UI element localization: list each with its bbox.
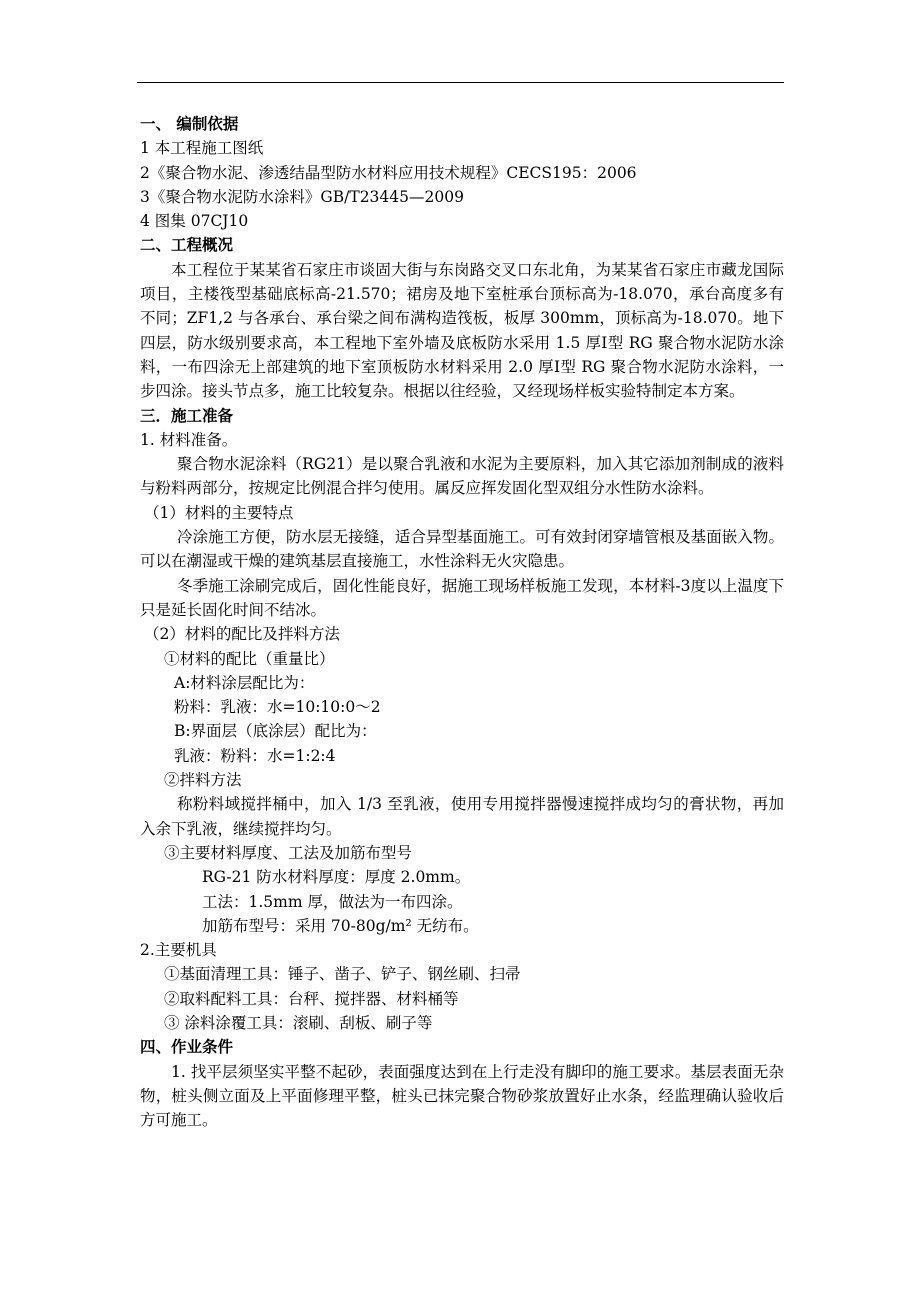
tools-item-1: ①基面清理工具：锤子、凿子、铲子、钢丝刷、扫帚 xyxy=(164,965,521,984)
thickness-heading: ③主要材料厚度、工法及加筋布型号 xyxy=(164,843,413,862)
project-overview-paragraph: 本工程位于某某省石家庄市谈固大街与东岗路交叉口东北角，为某某省石家庄市藏龙国际项目，主楼筏型基础底标高-21.570；裙房及地下室桩承台顶标高为-18.070，承台高度多有不同；ZF1,2 与各承台、承台梁之间布满构造筏板，板厚 300mm，顶标高为-18.070。地下四层，防水级别要求高，本工程地下室外墙及底板防水采用 1.5 厚Ⅰ型 RG 聚合物水泥防水涂料，一布四涂无上部建筑的地下室顶板防水材料采用 2.0 厚Ⅰ型 RG 聚合物水泥防水涂料，一步四涂。接头节点多，施工比较复杂。根据以往经验，又经现场样板实验特制定本方案。 xyxy=(140,260,784,401)
work-conditions-paragraph: 1. 找平层须坚实平整不起砂，表面强度达到在上行走没有脚印的施工要求。基层表面无杂物，桩头侧立面及上平面修理平整，桩头已抹完聚合物砂浆放置好止水条，经监理确认验收后方可施工。 xyxy=(140,1062,784,1130)
tools-heading: 2.主要机具 xyxy=(140,941,217,960)
thickness-line-3: 加筋布型号：采用 70-80g/m² 无纺布。 xyxy=(202,916,479,935)
section-3-title: 三．施工准备 xyxy=(140,405,234,425)
section-2-title: 二、工程概况 xyxy=(140,235,234,255)
document-body xyxy=(140,112,784,1132)
material-description-paragraph: 聚合物水泥涂料（RG21）是以聚合乳液和水泥为主要原料，加入其它添加剂制成的液料与粉料两部分，按规定比例混合拌匀使用。属反应挥发固化型双组分水性防水涂料。 xyxy=(140,455,784,498)
ratio-a-value: 粉料：乳液：水=10:10:0～2 xyxy=(174,698,381,717)
section-1-title: 一、 编制依据 xyxy=(140,114,239,133)
tools-item-2: ②取料配料工具：台秤、搅拌器、材料桶等 xyxy=(164,989,459,1008)
stirring-paragraph: 称粉料域搅拌桶中，加入 1/3 至乳液，使用专用搅拌器慢速搅拌成均匀的膏状物，再加入余下乳液，继续搅拌均匀。 xyxy=(140,795,784,838)
features-paragraph-2: 冬季施工涂刷完成后，固化性能良好，据施工现场样板施工发现，本材料-3度以上温度下只是延长固化时间不结冰。 xyxy=(140,576,784,619)
mix-heading: （2）材料的配比及拌料方法 xyxy=(144,625,340,644)
thickness-line-1: RG-21 防水材料厚度：厚度 2.0mm。 xyxy=(202,868,471,887)
basis-item-2: 2《聚合物水泥、渗透结晶型防水材料应用技术规程》CECS195：2006 xyxy=(140,163,637,182)
stirring-heading: ②拌料方法 xyxy=(164,771,242,790)
features-heading: （1）材料的主要特点 xyxy=(144,503,294,522)
ratio-b-value: 乳液：粉料：水=1:2:4 xyxy=(174,746,336,765)
tools-item-3: ③ 涂料涂覆工具：滚刷、刮板、刷子等 xyxy=(164,1013,433,1032)
material-prep-heading: 1. 材料准备。 xyxy=(140,430,238,449)
basis-item-3: 3《聚合物水泥防水涂料》GB/T23445—2009 xyxy=(140,187,464,206)
ratio-a-label: A:材料涂层配比为： xyxy=(174,673,315,692)
basis-item-4: 4 图集 07CJ10 xyxy=(140,212,249,231)
header-rule xyxy=(137,82,784,83)
features-paragraph-1: 冷涂施工方便，防水层无接缝，适合异型基面施工。可有效封闭穿墙管根及基面嵌入物。可以在潮湿或干燥的建筑基层直接施工，水性涂料无火灾隐患。 xyxy=(140,528,784,571)
basis-item-1: 1 本工程施工图纸 xyxy=(140,139,264,158)
ratio-b-label: B:界面层（底涂层）配比为： xyxy=(174,722,377,741)
ratio-heading: ①材料的配比（重量比） xyxy=(164,649,335,668)
thickness-line-2: 工法：1.5mm 厚，做法为一布四涂。 xyxy=(202,892,463,911)
section-4-title: 四、作业条件 xyxy=(140,1037,234,1057)
